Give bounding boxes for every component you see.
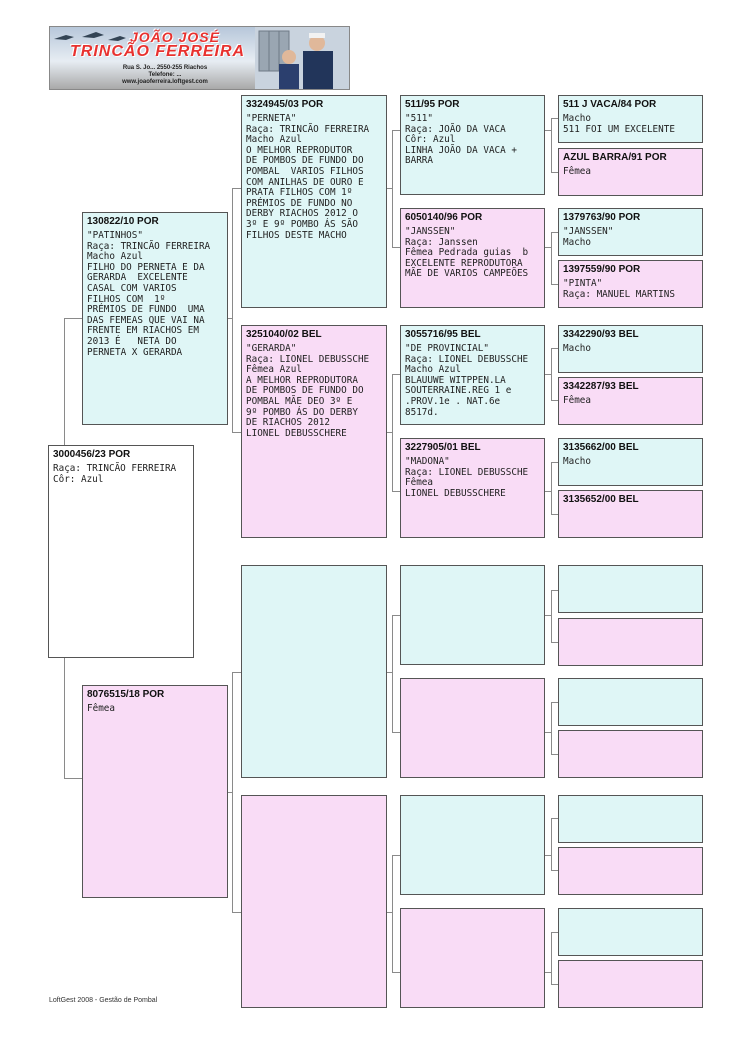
- pigeon-detail-line: Raça: TRINCÃO FERREIRA: [87, 240, 211, 252]
- ring-number: 3135662/00 BEL: [563, 442, 639, 453]
- pigeon-detail-line: PRATA FILHOS COM 1º: [246, 187, 353, 199]
- pigeon-detail-line: DAS FEMEAS QUE VAI NA: [87, 314, 205, 326]
- ring-number: 3342287/93 BEL: [563, 381, 639, 392]
- pigeon-detail-line: Raça: Janssen: [405, 236, 478, 248]
- banner-contact: [90, 65, 240, 86]
- pigeon-detail-line: Fêmea Azul: [246, 364, 302, 376]
- pigeon-detail-line: COM ANILHAS DE OURO E: [246, 176, 364, 188]
- ring-number: 8076515/18 POR: [87, 689, 165, 700]
- pigeon-detail-line: Fêmea: [563, 166, 591, 177]
- ring-number: 3000456/23 POR: [53, 449, 131, 460]
- pigeon-detail-line: Fêmea: [405, 477, 433, 489]
- pigeon-detail-line: FILHOS DESTE MACHO: [246, 229, 347, 241]
- pigeon-card-gggp-2[interactable]: [558, 148, 703, 196]
- loft-photo: [255, 27, 349, 89]
- pigeon-detail-line: FILHOS COM 1º: [87, 293, 166, 305]
- pigeon-card-sire[interactable]: [82, 212, 228, 425]
- pigeon-card-ggp-6[interactable]: [400, 678, 545, 778]
- pigeon-detail-line: Macho: [563, 343, 591, 354]
- ring-number: 1397559/90 POR: [563, 264, 641, 275]
- ring-number: 511 J VACA/84 POR: [563, 99, 657, 110]
- ring-number: 3324945/03 POR: [246, 99, 324, 110]
- pigeon-detail-line: 3º E 9º POMBO ÁS SÃO: [246, 218, 358, 230]
- pigeon-detail-line: Côr: Azul: [53, 473, 104, 485]
- pigeon-detail-line: PRÉMIOS DE FUNDO NO: [246, 197, 353, 209]
- pigeon-detail-line: Raça: MANUEL MARTINS: [563, 288, 675, 300]
- banner-website: www.joaoferreira.loftgest.com: [122, 79, 208, 85]
- pigeon-card-ggp-5[interactable]: [400, 565, 545, 665]
- ring-number: 130822/10 POR: [87, 216, 159, 227]
- pigeon-detail-line: 9º POMBO ÁS DO DERBY: [246, 406, 358, 418]
- ring-number: 3251040/02 BEL: [246, 329, 322, 340]
- pigeon-detail-line: MÃE DE VARIOS CAMPEÕES: [405, 268, 529, 280]
- pigeon-detail-line: Côr: Azul: [405, 134, 456, 146]
- pigeon-detail-line: POMBAL VARIOS FILHOS: [246, 165, 364, 177]
- pigeon-card-ggp-3[interactable]: [400, 325, 545, 425]
- header-banner: [49, 26, 350, 90]
- pigeon-detail-line: "DE PROVINCIAL": [405, 343, 489, 354]
- ring-number: 3135652/00 BEL: [563, 494, 639, 505]
- pigeon-detail-line: SOUTERRAINE.REG 1 e: [405, 385, 512, 397]
- pigeon-detail-line: Macho Azul: [405, 364, 461, 376]
- pigeon-detail-line: "GERARDA": [246, 343, 297, 354]
- pigeon-detail-line: Macho Azul: [246, 134, 302, 146]
- pigeon-card-ggp-2[interactable]: [400, 208, 545, 308]
- pigeon-detail-line: FILHO DO PERNETA E DA: [87, 261, 205, 273]
- pigeon-detail-line: 511 FOI UM EXCELENTE: [563, 123, 675, 135]
- pigeon-card-gggp-9[interactable]: [558, 565, 703, 613]
- pigeon-detail-line: FRENTE EM RIACHOS EM: [87, 325, 199, 337]
- ring-number: 1379763/90 POR: [563, 212, 641, 223]
- footer-text: LoftGest 2008 - Gestão de Pombal: [49, 997, 158, 1004]
- pigeon-card-gggp-13[interactable]: [558, 795, 703, 843]
- pigeon-detail-line: CASAL COM VARIOS: [87, 282, 177, 294]
- pigeon-card-gggp-12[interactable]: [558, 730, 703, 778]
- pigeon-detail-line: 2013 É NETA DO: [87, 335, 177, 347]
- pigeon-detail-line: "PERNETA": [246, 113, 297, 124]
- pigeon-card-gggp-1[interactable]: [558, 95, 703, 143]
- ring-number: AZUL BARRA/91 POR: [563, 152, 667, 163]
- pigeon-detail-line: Raça: JOÃO DA VACA: [405, 123, 506, 135]
- pigeon-detail-line: Raça: LIONEL DEBUSSCHE: [405, 353, 529, 365]
- banner-phone: Telefone: ...: [148, 72, 182, 78]
- pigeon-card-ggp-7[interactable]: [400, 795, 545, 895]
- pigeon-detail-line: EXCELENTE REPRODUTORA: [405, 257, 523, 269]
- pigeon-detail-line: DE RIACHOS 2012: [246, 417, 330, 429]
- pigeon-detail-line: LINHA JOÃO DA VACA +: [405, 144, 517, 156]
- pigeon-card-gggp-5[interactable]: [558, 325, 703, 373]
- pigeon-detail-line: .PROV.1e . NAT.6e: [405, 395, 501, 407]
- banner-address: Rua S. Jo... 2550-255 Riachos: [122, 65, 208, 71]
- pigeon-detail-line: Macho: [563, 113, 591, 124]
- pigeon-card-dam-sire[interactable]: [241, 565, 387, 778]
- pigeon-detail-line: "JANSSEN": [563, 226, 614, 237]
- pigeon-card-ggp-8[interactable]: [400, 908, 545, 1008]
- ring-number: 511/95 POR: [405, 99, 460, 110]
- ring-number: 6050140/96 POR: [405, 212, 483, 223]
- pigeon-detail-line: PERNETA X GERARDA: [87, 346, 183, 358]
- ring-number: 3342290/93 BEL: [563, 329, 639, 340]
- pigeon-card-gggp-7[interactable]: [558, 438, 703, 486]
- pigeon-detail-line: O MELHOR REPRODUTOR: [246, 144, 353, 156]
- pigeon-detail-line: POMBAL MÃE DEO 3º E: [246, 395, 353, 407]
- pigeon-detail-line: Raça: TRINCÃO FERREIRA: [246, 123, 370, 135]
- pigeon-detail-line: "MADONA": [405, 456, 450, 467]
- pigeon-card-gggp-14[interactable]: [558, 847, 703, 895]
- pigeon-detail-line: Raça: LIONEL DEBUSSCHE: [405, 466, 529, 478]
- pigeon-card-dam-dam[interactable]: [241, 795, 387, 1008]
- pigeon-detail-line: "PATINHOS": [87, 230, 143, 241]
- pigeon-detail-line: Macho: [563, 456, 591, 467]
- pigeon-detail-line: A MELHOR REPRODUTORA: [246, 374, 358, 386]
- pigeon-card-subject[interactable]: [48, 445, 194, 658]
- pigeon-detail-line: DE POMBOS DE FUNDO DO: [246, 385, 364, 397]
- pigeon-card-ggp-4[interactable]: [400, 438, 545, 538]
- pigeon-detail-line: "JANSSEN": [405, 226, 456, 237]
- pigeon-detail-line: LIONEL DEBUSSCHERE: [246, 427, 347, 439]
- pigeon-detail-line: Macho: [563, 236, 591, 248]
- pigeon-detail-line: BARRA: [405, 155, 433, 167]
- pigeon-detail-line: 8517d.: [405, 406, 439, 418]
- pigeon-card-gggp-3[interactable]: [558, 208, 703, 256]
- pigeon-detail-line: Raça: TRINCÃO FERREIRA: [53, 463, 177, 474]
- pigeon-card-gggp-10[interactable]: [558, 618, 703, 666]
- pigeon-card-gggp-4[interactable]: [558, 260, 703, 308]
- pigeon-detail-line: LIONEL DEBUSSCHERE: [405, 487, 506, 499]
- pigeon-detail-line: Fêmea: [87, 703, 115, 714]
- pigeon-detail-line: "PINTA": [563, 278, 603, 289]
- pigeon-detail-line: GERARDA EXCELENTE: [87, 272, 188, 284]
- pigeon-detail-line: BLAUUWE WITPPEN.LA: [405, 374, 506, 386]
- pigeon-card-sire-dam[interactable]: [241, 325, 387, 538]
- pigeon-card-gggp-15[interactable]: [558, 908, 703, 956]
- pigeon-card-gggp-8[interactable]: [558, 490, 703, 538]
- pigeon-detail-line: PRÉMIOS DE FUNDO UMA: [87, 304, 205, 316]
- ring-number: 3055716/95 BEL: [405, 329, 481, 340]
- pigeon-card-gggp-16[interactable]: [558, 960, 703, 1008]
- pigeon-detail-line: DE POMBOS DE FUNDO DO: [246, 155, 364, 167]
- banner-title-line1: JOÃO JOSÉ: [130, 29, 220, 45]
- pigeon-detail-line: "511": [405, 113, 433, 124]
- pigeon-detail-line: DERBY RIACHOS 2012 O: [246, 208, 358, 220]
- pigeon-card-dam[interactable]: [82, 685, 228, 898]
- banner-title-line2: TRINCÃO FERREIRA: [70, 43, 246, 60]
- pigeon-detail-line: Raça: LIONEL DEBUSSCHE: [246, 353, 370, 365]
- pigeon-detail-line: Macho Azul: [87, 251, 143, 263]
- pigeon-detail-line: Fêmea: [563, 395, 591, 406]
- pigeon-detail-line: Fêmea Pedrada guias b: [405, 247, 529, 259]
- pigeon-card-sire-sire[interactable]: [241, 95, 387, 308]
- pigeon-silhouettes: [52, 29, 128, 45]
- ring-number: 3227905/01 BEL: [405, 442, 481, 453]
- pigeon-card-gggp-6[interactable]: [558, 377, 703, 425]
- pigeon-card-ggp-1[interactable]: [400, 95, 545, 195]
- pigeon-card-gggp-11[interactable]: [558, 678, 703, 726]
